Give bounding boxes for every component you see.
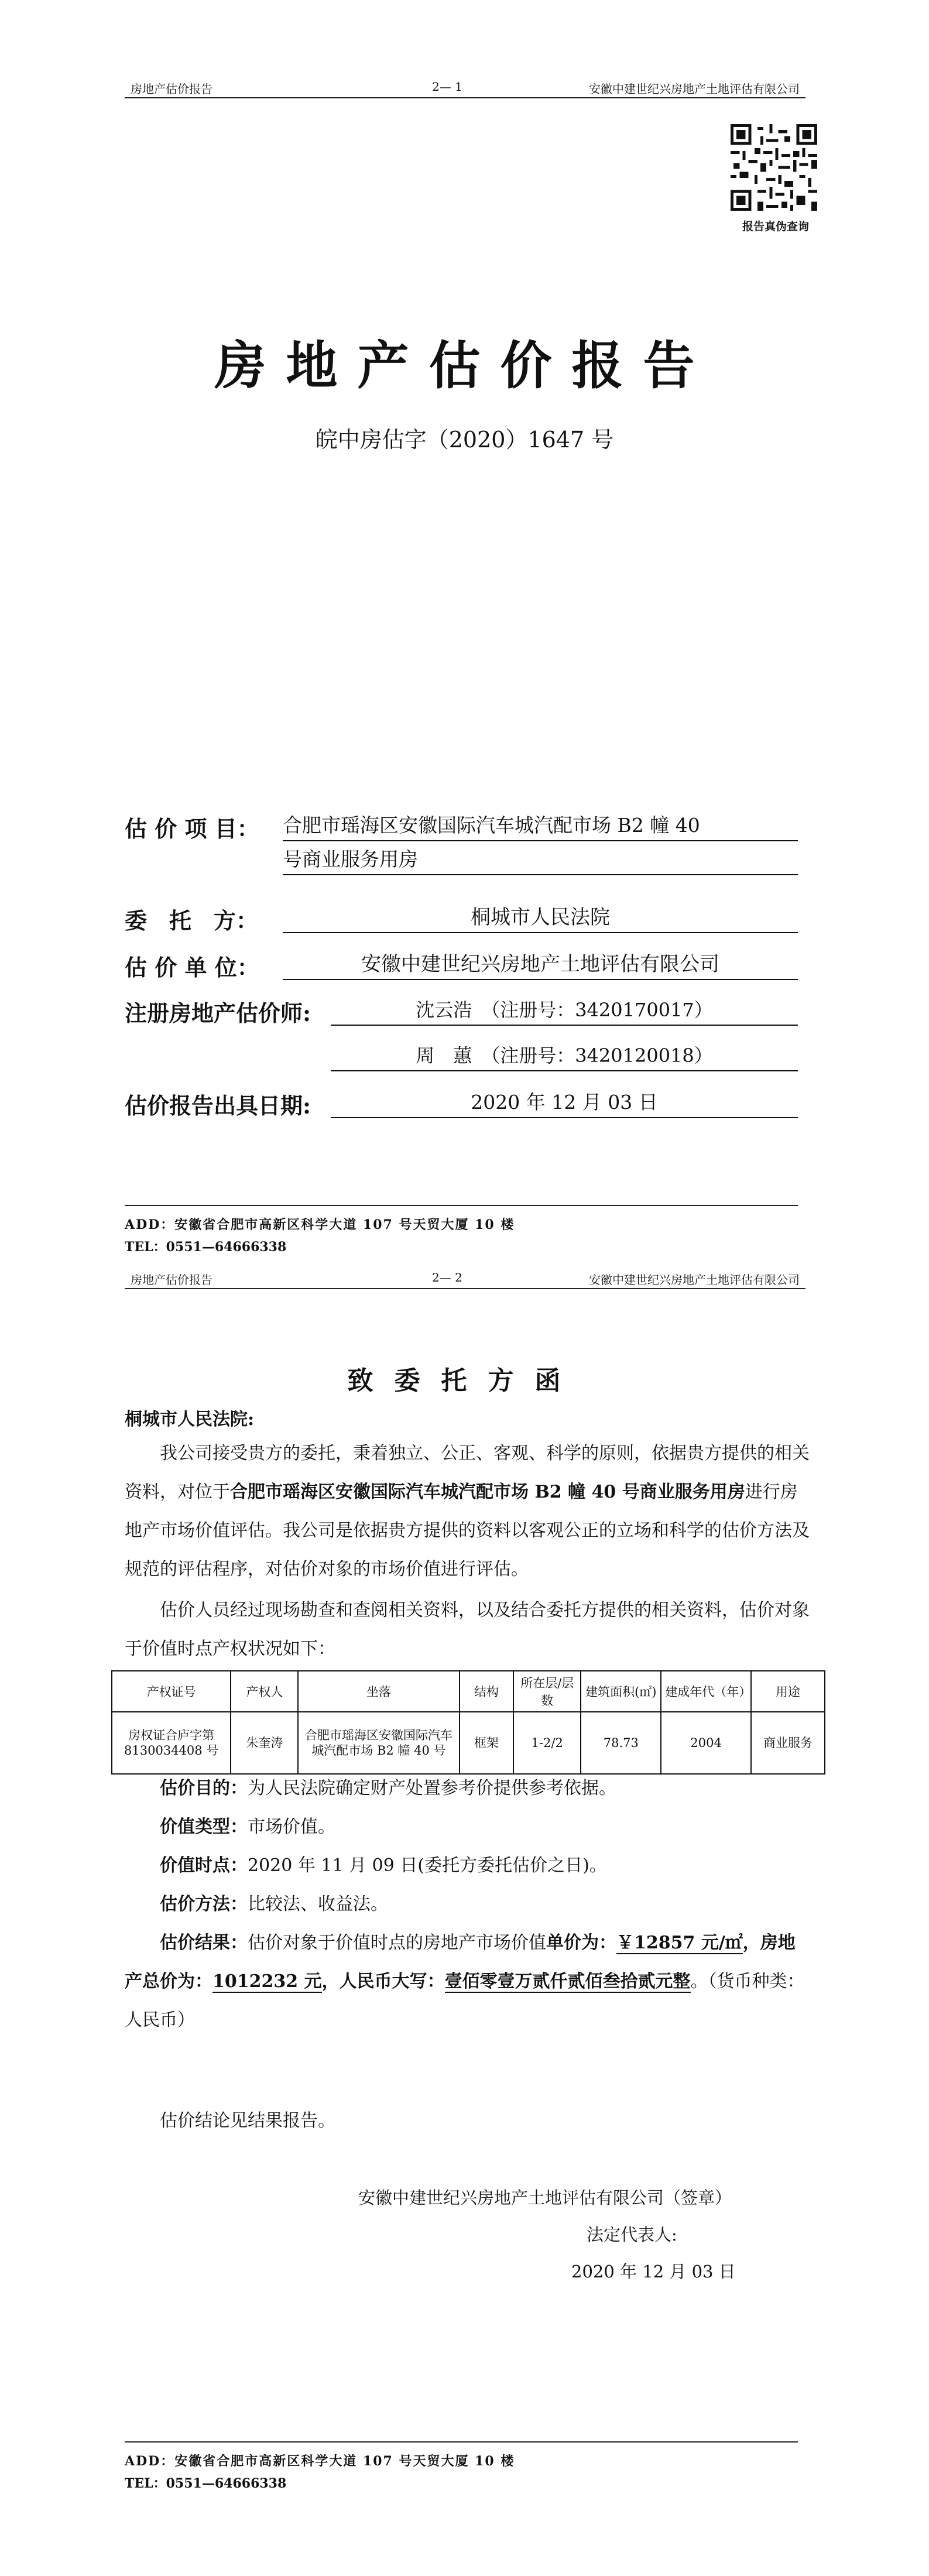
value-type-line bbox=[125, 1808, 810, 1847]
table-cell: 78.73 bbox=[581, 1712, 661, 1774]
table-cell: 房权证合庐字第8130034408 号 bbox=[112, 1712, 231, 1774]
result-unit-label: 单价为： bbox=[546, 1933, 616, 1953]
letter-date: 2020 年 12 月 03 日 bbox=[571, 2262, 736, 2282]
footer-address: ADD：安徽省合肥市高新区科学大道 107 号天贸大厦 10 楼 bbox=[125, 1217, 515, 1232]
letter-paragraph-1 bbox=[125, 1434, 810, 1589]
result-label: 估价结果： bbox=[160, 1933, 248, 1953]
p1-property-address: 合肥市瑶海区安徽国际汽车城汽配市场 B2 幢 40 号商业服务用房 bbox=[230, 1482, 745, 1502]
header-company: 安徽中建世纪兴房地产土地评估有限公司 bbox=[589, 1273, 800, 1287]
table-cell: 2004 bbox=[661, 1712, 751, 1774]
value-date-label: 价值时点： bbox=[160, 1855, 248, 1876]
table-header-cell: 产权证号 bbox=[112, 1671, 231, 1712]
result-text-b: ，房地产总价为： bbox=[125, 1933, 796, 1992]
table-header-cell: 结构 bbox=[460, 1671, 514, 1712]
report-date-value: 2020 年 12 月 03 日 bbox=[331, 1088, 798, 1118]
footer-tel: TEL：0551—64666338 bbox=[125, 2476, 287, 2491]
footer-divider bbox=[125, 2441, 798, 2443]
result-unit-price: ￥12857 元/㎡ bbox=[616, 1933, 743, 1953]
result-text-a: 估价对象于价值时点的房地产市场价值 bbox=[248, 1933, 546, 1953]
p1-text-b: 进行房地产市场价值评估。我公司是依据贵方提供的资料以客观公正的立场和科学的估价方法及规范的评估程序，对估价对象的市场价值进行评估。 bbox=[125, 1482, 810, 1580]
appraiser-value: 安徽中建世纪兴房地产土地评估有限公司 bbox=[283, 950, 798, 980]
result-text-d: 。（货币种类：人民币） bbox=[125, 1971, 805, 2030]
method-label: 估价方法： bbox=[160, 1894, 248, 1914]
report-date-label: 估价报告出具日期: bbox=[125, 1092, 311, 1119]
valuers-label: 注册房地产估价师: bbox=[125, 1000, 311, 1026]
footer-address: ADD：安徽省合肥市高新区科学大道 107 号天贸大厦 10 楼 bbox=[125, 2454, 515, 2469]
letter-paragraph-2: 估价人员经过现场勘查和查阅相关资料，以及结合委托方提供的相关资料，估价对象于价值时点产权状况如下： bbox=[125, 1600, 810, 1659]
footer-tel: TEL：0551—64666338 bbox=[125, 1239, 287, 1255]
purpose-label: 估价目的： bbox=[160, 1778, 248, 1799]
table-header-cell: 产权人 bbox=[231, 1671, 298, 1712]
value-date-value: 2020 年 11 月 09 日(委托方委托估价之日)。 bbox=[248, 1855, 607, 1876]
header-left: 房地产估价报告 bbox=[131, 1273, 212, 1287]
header-page-number: 2— 1 bbox=[432, 80, 462, 94]
value-date-line bbox=[125, 1847, 810, 1885]
field-project bbox=[125, 811, 798, 881]
company-seal: 安徽中建世纪兴房地产土地评估有限公司（签章） bbox=[358, 2188, 732, 2208]
field-client bbox=[125, 903, 798, 938]
conclusion: 估价结论见结果报告。 bbox=[160, 2111, 335, 2131]
method-value: 比较法、收益法。 bbox=[248, 1894, 388, 1914]
table-header-row bbox=[112, 1671, 825, 1712]
footer-divider bbox=[125, 1205, 798, 1206]
table-cell: 朱奎涛 bbox=[231, 1712, 298, 1774]
field-valuers bbox=[125, 995, 798, 1071]
table-cell: 框架 bbox=[460, 1712, 514, 1774]
table-cell: 商业服务 bbox=[751, 1712, 825, 1774]
valuer-2: 周 蕙 （注册号：3420120018） bbox=[331, 1041, 798, 1071]
qr-code-icon[interactable] bbox=[731, 124, 817, 211]
method-line bbox=[125, 1885, 810, 1924]
p1-text-a: 我公司接受贵方的委托，秉着独立、公正、客观、科学的原则，依据贵方提供的相关资料，对位于 bbox=[125, 1443, 810, 1502]
table-cell: 合肥市瑶海区安徽国际汽车城汽配市场 B2 幢 40 号 bbox=[298, 1712, 459, 1774]
table-header-cell: 建成年代（年） bbox=[661, 1671, 751, 1712]
table-header-cell: 所在层/层数 bbox=[513, 1671, 581, 1712]
project-value-line2: 号商业服务用房 bbox=[283, 845, 798, 875]
result-total-words: 壹佰零壹万贰仟贰佰叁拾贰元整 bbox=[444, 1971, 691, 1992]
project-value-line1: 合肥市瑶海区安徽国际汽车城汽配市场 B2 幢 40 bbox=[283, 811, 798, 841]
valuer-1: 沈云浩 （注册号：3420170017） bbox=[331, 995, 798, 1026]
header-company: 安徽中建世纪兴房地产土地评估有限公司 bbox=[589, 82, 800, 96]
legal-representative: 法定代表人: bbox=[587, 2225, 677, 2245]
property-rights-table bbox=[111, 1670, 825, 1775]
client-label: 委 托 方： bbox=[125, 907, 259, 934]
value-type-value: 市场价值。 bbox=[248, 1817, 335, 1837]
field-report-date bbox=[125, 1088, 798, 1123]
header-page-number: 2— 2 bbox=[432, 1270, 462, 1284]
table-header-cell: 坐落 bbox=[298, 1671, 459, 1712]
client-value: 桐城市人民法院 bbox=[283, 903, 798, 933]
table-header-cell: 用途 bbox=[751, 1671, 825, 1712]
table-row bbox=[112, 1712, 825, 1774]
purpose-value: 为人民法院确定财产处置参考价提供参考依据。 bbox=[248, 1778, 616, 1799]
result-paragraph bbox=[125, 1924, 810, 2040]
page-header bbox=[125, 75, 805, 98]
letter-salutation: 桐城市人民法院: bbox=[125, 1409, 255, 1430]
header-left: 房地产估价报告 bbox=[131, 82, 212, 96]
report-number: 皖中房估字（2020）1647 号 bbox=[315, 427, 614, 453]
field-appraiser bbox=[125, 950, 798, 985]
purpose-line bbox=[125, 1769, 810, 1808]
result-total-price: 1012232 元 bbox=[212, 1971, 322, 1992]
result-text-c: ，人民币大写： bbox=[321, 1971, 445, 1992]
project-label: 估 价 项 目： bbox=[125, 816, 259, 842]
letter-title: 致委托方函 bbox=[347, 1366, 582, 1396]
page-header bbox=[125, 1266, 805, 1289]
value-type-label: 价值类型： bbox=[160, 1817, 248, 1837]
appraiser-label: 估 价 单 位： bbox=[125, 954, 259, 981]
report-title: 房地产估价报告 bbox=[214, 335, 715, 396]
table-header-cell: 建筑面积(㎡) bbox=[581, 1671, 661, 1712]
qr-caption: 报告真伪查询 bbox=[742, 220, 809, 233]
table-cell: 1-2/2 bbox=[513, 1712, 581, 1774]
